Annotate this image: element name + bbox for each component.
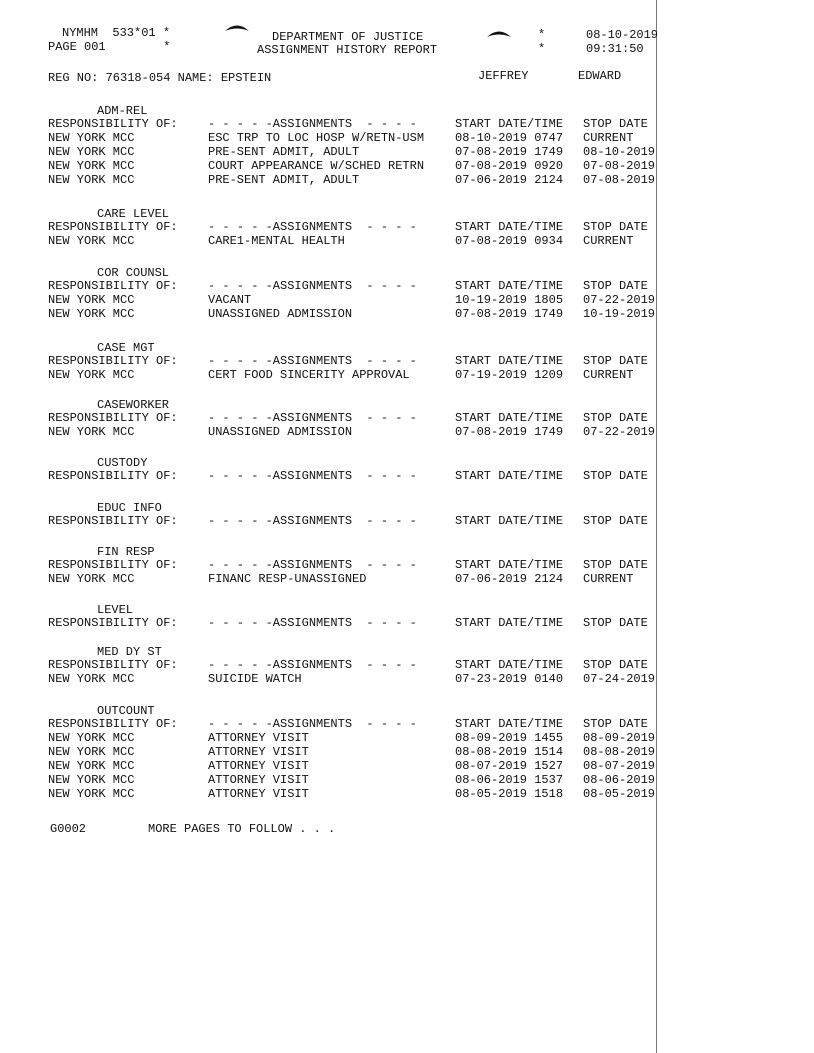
column-header-row [48, 469, 728, 483]
section-title: FIN RESP [97, 545, 155, 559]
start-cell: 08-07-2019 1527 [455, 759, 564, 773]
start-header: START DATE/TIME [455, 558, 564, 572]
stop-cell: CURRENT [583, 131, 634, 145]
report-title: ASSIGNMENT HISTORY REPORT [257, 43, 438, 57]
assignment-cell: CERT FOOD SINCERITY APPROVAL [208, 368, 410, 382]
responsibility-cell: NEW YORK MCC [48, 745, 135, 759]
table-row [48, 145, 728, 159]
section-title: LEVEL [97, 603, 134, 617]
header-star: * [538, 28, 546, 42]
table-row [48, 745, 728, 759]
stop-cell: 07-22-2019 [583, 425, 656, 439]
column-header-row [48, 279, 728, 293]
table-row [48, 234, 728, 248]
start-cell: 08-06-2019 1537 [455, 773, 564, 787]
section-title: CUSTODY [97, 456, 148, 470]
assignments-header: - - - - -ASSIGNMENTS - - - - [208, 354, 417, 368]
assignment-cell: PRE-SENT ADMIT, ADULT [208, 145, 360, 159]
assignments-header: - - - - -ASSIGNMENTS - - - - [208, 658, 417, 672]
start-cell: 07-08-2019 0934 [455, 234, 564, 248]
start-header: START DATE/TIME [455, 354, 564, 368]
start-cell: 07-19-2019 1209 [455, 368, 564, 382]
stop-cell: CURRENT [583, 572, 634, 586]
start-header: START DATE/TIME [455, 616, 564, 630]
start-header: START DATE/TIME [455, 117, 564, 131]
start-header: START DATE/TIME [455, 514, 564, 528]
table-row [48, 425, 728, 439]
start-cell: 08-05-2019 1518 [455, 787, 564, 801]
department-title: DEPARTMENT OF JUSTICE [272, 30, 424, 44]
column-header-row [48, 354, 728, 368]
resp-header: RESPONSIBILITY OF: [48, 279, 178, 293]
assignments-header: - - - - -ASSIGNMENTS - - - - [208, 514, 417, 528]
stop-header: STOP DATE [583, 658, 648, 672]
responsibility-cell: NEW YORK MCC [48, 773, 135, 787]
resp-header: RESPONSIBILITY OF: [48, 220, 178, 234]
stop-header: STOP DATE [583, 717, 648, 731]
responsibility-cell: NEW YORK MCC [48, 672, 135, 686]
start-header: START DATE/TIME [455, 411, 564, 425]
resp-header: RESPONSIBILITY OF: [48, 717, 178, 731]
section-title: CARE LEVEL [97, 207, 170, 221]
section-title: ADM-REL [97, 104, 148, 118]
table-row [48, 572, 728, 586]
header-star: * [538, 42, 546, 56]
assignment-cell: ESC TRP TO LOC HOSP W/RETN-USM [208, 131, 425, 145]
resp-header: RESPONSIBILITY OF: [48, 514, 178, 528]
column-header-row [48, 514, 728, 528]
start-header: START DATE/TIME [455, 717, 564, 731]
assignment-cell: ATTORNEY VISIT [208, 745, 309, 759]
resp-header: RESPONSIBILITY OF: [48, 411, 178, 425]
page-number: PAGE 001 * [48, 40, 171, 54]
report-date: 08-10-2019 [586, 28, 659, 42]
stop-cell: 07-08-2019 [583, 159, 656, 173]
stop-header: STOP DATE [583, 279, 648, 293]
column-header-row [48, 411, 728, 425]
table-row [48, 131, 728, 145]
first-name: JEFFREY [478, 69, 529, 83]
stop-cell: 08-05-2019 [583, 787, 656, 801]
responsibility-cell: NEW YORK MCC [48, 731, 135, 745]
table-row [48, 787, 728, 801]
table-row [48, 159, 728, 173]
column-header-row [48, 220, 728, 234]
start-cell: 07-06-2019 2124 [455, 173, 564, 187]
stop-header: STOP DATE [583, 514, 648, 528]
section-title: MED DY ST [97, 645, 162, 659]
table-row [48, 672, 728, 686]
section-title: EDUC INFO [97, 501, 162, 515]
column-header-row [48, 658, 728, 672]
start-cell: 07-23-2019 0140 [455, 672, 564, 686]
stop-header: STOP DATE [583, 117, 648, 131]
start-cell: 07-08-2019 1749 [455, 145, 564, 159]
section-title: CASEWORKER [97, 398, 170, 412]
column-header-row [48, 117, 728, 131]
table-row [48, 173, 728, 187]
column-header-row [48, 616, 728, 630]
reg-number-name: REG NO: 76318-054 NAME: EPSTEIN [48, 71, 272, 85]
column-header-row [48, 717, 728, 731]
responsibility-cell: NEW YORK MCC [48, 787, 135, 801]
assignment-cell: VACANT [208, 293, 252, 307]
start-cell: 07-08-2019 1749 [455, 425, 564, 439]
assignment-cell: PRE-SENT ADMIT, ADULT [208, 173, 360, 187]
assignment-cell: ATTORNEY VISIT [208, 731, 309, 745]
stop-cell: 08-06-2019 [583, 773, 656, 787]
more-pages-note: MORE PAGES TO FOLLOW . . . [148, 822, 336, 836]
assignment-cell: UNASSIGNED ADMISSION [208, 307, 353, 321]
assignments-header: - - - - -ASSIGNMENTS - - - - [208, 279, 417, 293]
middle-name: EDWARD [578, 69, 622, 83]
responsibility-cell: NEW YORK MCC [48, 131, 135, 145]
start-cell: 08-08-2019 1514 [455, 745, 564, 759]
assignment-cell: UNASSIGNED ADMISSION [208, 425, 353, 439]
stop-cell: 07-24-2019 [583, 672, 656, 686]
column-header-row [48, 558, 728, 572]
responsibility-cell: NEW YORK MCC [48, 159, 135, 173]
assignment-cell: ATTORNEY VISIT [208, 773, 309, 787]
table-row [48, 759, 728, 773]
resp-header: RESPONSIBILITY OF: [48, 558, 178, 572]
section-title: OUTCOUNT [97, 704, 155, 718]
report-time: 09:31:50 [586, 42, 644, 56]
start-cell: 07-08-2019 1749 [455, 307, 564, 321]
stop-header: STOP DATE [583, 616, 648, 630]
assignments-header: - - - - -ASSIGNMENTS - - - - [208, 616, 417, 630]
section-title: COR COUNSL [97, 266, 170, 280]
assignments-header: - - - - -ASSIGNMENTS - - - - [208, 117, 417, 131]
start-cell: 10-19-2019 1805 [455, 293, 564, 307]
assignments-header: - - - - -ASSIGNMENTS - - - - [208, 717, 417, 731]
table-row [48, 368, 728, 382]
responsibility-cell: NEW YORK MCC [48, 572, 135, 586]
assignments-header: - - - - -ASSIGNMENTS - - - - [208, 558, 417, 572]
eagle-seal-icon [224, 22, 250, 32]
stop-cell: 08-08-2019 [583, 745, 656, 759]
assignment-cell: ATTORNEY VISIT [208, 787, 309, 801]
stop-cell: 08-10-2019 [583, 145, 656, 159]
assignment-cell: FINANC RESP-UNASSIGNED [208, 572, 367, 586]
stop-cell: 08-07-2019 [583, 759, 656, 773]
start-cell: 08-10-2019 0747 [455, 131, 564, 145]
system-id: NYMHM 533*01 * [62, 26, 171, 40]
stop-cell: 08-09-2019 [583, 731, 656, 745]
responsibility-cell: NEW YORK MCC [48, 234, 135, 248]
start-header: START DATE/TIME [455, 469, 564, 483]
assignments-header: - - - - -ASSIGNMENTS - - - - [208, 469, 417, 483]
table-row [48, 307, 728, 321]
table-row [48, 293, 728, 307]
start-header: START DATE/TIME [455, 279, 564, 293]
stop-cell: 07-08-2019 [583, 173, 656, 187]
stop-header: STOP DATE [583, 469, 648, 483]
start-header: START DATE/TIME [455, 220, 564, 234]
assignment-cell: ATTORNEY VISIT [208, 759, 309, 773]
assignment-cell: CARE1-MENTAL HEALTH [208, 234, 345, 248]
table-row [48, 731, 728, 745]
stop-cell: CURRENT [583, 234, 634, 248]
assignment-cell: SUICIDE WATCH [208, 672, 302, 686]
responsibility-cell: NEW YORK MCC [48, 307, 135, 321]
assignments-header: - - - - -ASSIGNMENTS - - - - [208, 411, 417, 425]
section-title: CASE MGT [97, 341, 155, 355]
responsibility-cell: NEW YORK MCC [48, 759, 135, 773]
stop-header: STOP DATE [583, 411, 648, 425]
start-cell: 08-09-2019 1455 [455, 731, 564, 745]
footer-code: G0002 [50, 822, 87, 836]
start-cell: 07-06-2019 2124 [455, 572, 564, 586]
eagle-seal-icon-right [486, 28, 512, 38]
start-cell: 07-08-2019 0920 [455, 159, 564, 173]
resp-header: RESPONSIBILITY OF: [48, 117, 178, 131]
responsibility-cell: NEW YORK MCC [48, 368, 135, 382]
table-row [48, 773, 728, 787]
stop-cell: 07-22-2019 [583, 293, 656, 307]
responsibility-cell: NEW YORK MCC [48, 173, 135, 187]
resp-header: RESPONSIBILITY OF: [48, 658, 178, 672]
resp-header: RESPONSIBILITY OF: [48, 469, 178, 483]
stop-cell: 10-19-2019 [583, 307, 656, 321]
resp-header: RESPONSIBILITY OF: [48, 354, 178, 368]
responsibility-cell: NEW YORK MCC [48, 293, 135, 307]
responsibility-cell: NEW YORK MCC [48, 425, 135, 439]
responsibility-cell: NEW YORK MCC [48, 145, 135, 159]
assignment-cell: COURT APPEARANCE W/SCHED RETRN [208, 159, 425, 173]
resp-header: RESPONSIBILITY OF: [48, 616, 178, 630]
stop-header: STOP DATE [583, 354, 648, 368]
stop-header: STOP DATE [583, 220, 648, 234]
assignments-header: - - - - -ASSIGNMENTS - - - - [208, 220, 417, 234]
start-header: START DATE/TIME [455, 658, 564, 672]
stop-header: STOP DATE [583, 558, 648, 572]
stop-cell: CURRENT [583, 368, 634, 382]
